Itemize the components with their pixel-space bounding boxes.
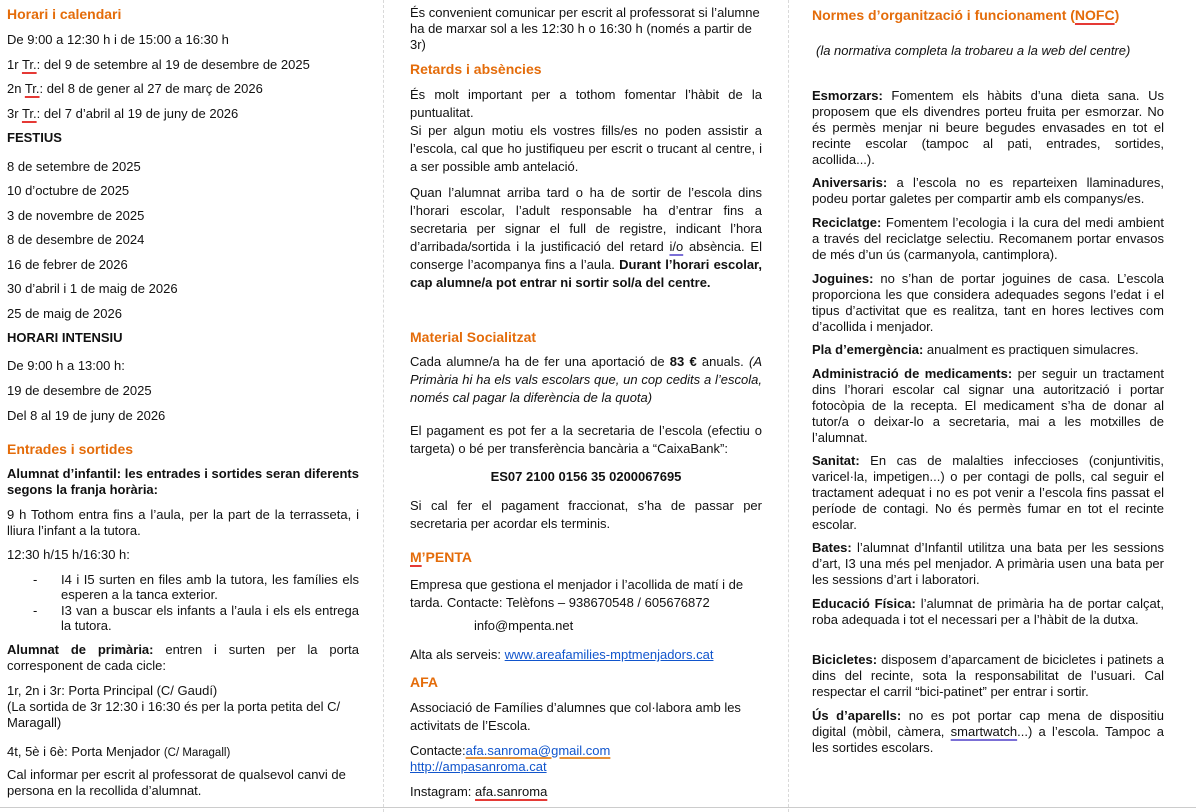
holiday-item: 16 de febrer de 2026: [7, 257, 128, 272]
rule-smocks: Bates: l’alumnat d’Infantil utilitza una bata per les sessions d’art, I3 una més pel menjador. A primària usen una bata per les sessions d’art i laboratori.: [812, 540, 1164, 587]
leave-alone-note: És convenient comunicar per escrit al professorat si l’alumne ha de marxar sol a les 12:30 h o 16:30 h (només a partir de 3r): [410, 5, 760, 52]
rule-recycling: Reciclatge: Fomentem l’ecologia i la cura del medi ambient a través del reciclatge selectiu. Recomanem portar envasos de més d’un ús (carmanyola, cantimplora).: [812, 215, 1164, 262]
rule-devices: Ús d’aparells: no es pot portar cap mena de dispositiu digital (mòbil, càmera, smartwatch...) a l’escola. Tampoc a les sortides escolars.: [812, 708, 1164, 755]
mpenta-description: Empresa que gestiona el menjador i l’acollida de matí i de tarda. Contacte: Telèfons – 938670548 / 605676872: [410, 577, 744, 610]
rule-birthdays: Aniversaris: a l’escola no es reparteixen llaminadures, podeu portar galetes per compartir amb els companys/es.: [812, 175, 1164, 206]
rules-subtitle: (la normativa completa la trobareu a la web del centre): [816, 43, 1131, 58]
mpenta-title: M’PENTA: [410, 549, 472, 565]
term-1: 1r Tr.: del 9 de setembre al 19 de desembre de 2025: [7, 57, 310, 72]
infant-title: Alumnat d’infantil: les entrades i sortides seran diferents segons la franja horària:: [7, 466, 359, 497]
column-schedule: [7, 0, 359, 812]
delays-procedure: Quan l’alumnat arriba tard o ha de sortir de l’escola dins l’horari escolar, l’adult responsable ha d’entrar fins a secretaria per signar el full de registre, indicant l’hora d’arribada/sortida i la justificació del retard i/o absència. El conserge l’acompanya fins a l’aula. Durant l’horari escolar, cap alumne/a pot entrar ni sortir sol/a del centre.: [410, 185, 762, 290]
installments-note: Si cal fer el pagament fraccionat, s’ha de passar per secretaria per acordar els terminis.: [410, 498, 762, 531]
iban: ES07 2100 0156 35 0200067695: [490, 469, 682, 484]
infant-bullet: - I4 i I5 surten en files amb la tutora, les famílies els esperen a la tanca exterior.: [33, 572, 359, 602]
school-hours: De 9:00 a 12:30 h i de 15:00 a 16:30 h: [7, 32, 229, 47]
rule-pe: Educació Física: l’alumnat de primària ha de portar calçat, roba adequada i tot el necessari per a l’hàbit de la dutxa.: [812, 596, 1164, 627]
infant-9h: 9 h Tothom entra fins a l’aula, per la part de la terrasseta, i lliura l’infant a la tutora.: [7, 507, 359, 538]
afa-instagram-handle: afa.sanroma: [475, 784, 548, 799]
afa-description: Associació de Famílies d’alumnes que col·labora amb les activitats de l’Escola.: [410, 700, 741, 733]
column-rules: [812, 0, 1164, 812]
payment-info: El pagament es pot fer a la secretaria de l’escola (efectiu o targeta) o bé per transferència bancària a “CaixaBank”:: [410, 423, 762, 456]
intensive-item: De 9:00 h a 13:00 h:: [7, 358, 125, 373]
door-dining: 4t, 5è i 6è: Porta Menjador (C/ Maragall): [7, 744, 231, 759]
rules-title: Normes d’organització i funcionament (NOFC): [812, 7, 1120, 23]
inform-note: Cal informar per escrit al professorat de qualsevol canvi de persona en la recollida d’alumnat.: [7, 767, 346, 798]
afa-title: AFA: [410, 674, 438, 690]
primary-doors: Alumnat de primària: entren i surten per la porta corresponent de cada cicle:: [7, 642, 359, 673]
page-bottom-border: [0, 807, 1196, 808]
holiday-item: 30 d’abril i 1 de maig de 2026: [7, 281, 178, 296]
rule-health: Sanitat: En cas de malalties infeccioses (conjuntivitis, varicel·la, impetigen...) o per contagi de polls, cal seguir el tractament adequat i no es pot venir a l’escola fins passat el període de contagi. No és permès fumar en tot el recinte escolar.: [812, 453, 1164, 532]
dash-icon: -: [33, 603, 38, 618]
afa-email-link[interactable]: afa.sanroma@gmail.com: [465, 743, 611, 758]
rule-medication: Administració de medicaments: per seguir un tractament dins l’horari escolar cal signar una autorització i portar fotocòpia de la recepta. El medicament s’ha de donar al tutor/a o deixar-lo a secretaria, mai a les motxilles de l’alumnat.: [812, 366, 1164, 445]
intensive-item: Del 8 al 19 de juny de 2026: [7, 408, 166, 423]
holidays-title: FESTIUS: [7, 130, 62, 145]
dash-icon: -: [33, 572, 38, 587]
mpenta-signup: Alta als serveis: www.areafamilies-mptmenjadors.cat: [410, 647, 714, 662]
holiday-item: 8 de desembre de 2024: [7, 232, 145, 247]
infant-bullet: - I3 van a buscar els infants a l’aula i els els entrega la tutora.: [33, 603, 359, 633]
column-attendance: [410, 0, 762, 812]
holiday-item: 8 de setembre de 2025: [7, 159, 141, 174]
schedule-title: Horari i calendari: [7, 6, 122, 22]
rule-emergency: Pla d’emergència: anualment es practiquen simulacres.: [812, 342, 1139, 357]
holiday-item: 10 d’octubre de 2025: [7, 183, 130, 198]
rule-toys: Joguines: no s’han de portar joguines de casa. L’escola proporciona les que considera adequades segons l’edat i el tipus d’activitat que es realitza, tant en hores lectives com d’acollida i menjador.: [812, 271, 1164, 334]
mpenta-signup-link[interactable]: www.areafamilies-mptmenjadors.cat: [504, 647, 714, 662]
material-fee: Cada alumne/a ha de fer una aportació de 83 € anuals. (A Primària hi ha els vals escolars que, un cop cedits a l’escola, només cal pagar la diferència de la quota): [410, 354, 762, 405]
term-2: 2n Tr.: del 8 de gener al 27 de març de 2026: [7, 81, 263, 96]
door-main: 1r, 2n i 3r: Porta Principal (C/ Gaudí) (La sortida de 3r 12:30 i 16:30 és per la porta petita del C/ Maragall): [7, 683, 341, 730]
delays-paragraph: És molt important per a tothom fomentar l’hàbit de la puntualitat. Si per algun motiu els vostres fills/es no poden assistir a l’escola, cal que ho justifiqueu per escrit o trucant al centre, i a ser possible amb antelació.: [410, 87, 762, 174]
rule-bicycles: Bicicletes: disposem d’aparcament de bicicletes i patinets a dins del recinte, sota la responsabilitat de l’usuari. Cal respectar el carril “bici-patinet” per entrar i sortir.: [812, 652, 1164, 699]
afa-contact: Contacte:afa.sanroma@gmail.com http://ampasanroma.cat: [410, 743, 611, 774]
holiday-item: 3 de novembre de 2025: [7, 208, 145, 223]
rule-breakfast: Esmorzars: Fomentem els hàbits d’una dieta sana. Us proposem que els divendres porteu fruita per esmorzar. No és permès menjar ni beure begudes envasades en tot el recinte escolar (tampoc al pati, entrades, sortides, acollida...).: [812, 88, 1164, 167]
term-3: 3r Tr.: del 7 d’abril al 19 de juny de 2026: [7, 106, 239, 121]
afa-web-link[interactable]: http://ampasanroma.cat: [410, 759, 547, 774]
intensive-title: HORARI INTENSIU: [7, 330, 123, 345]
mpenta-email: info@mpenta.net: [474, 618, 574, 633]
delays-title: Retards i absències: [410, 61, 542, 77]
material-title: Material Socialitzat: [410, 329, 537, 345]
afa-instagram: Instagram: afa.sanroma: [410, 784, 548, 799]
infant-times: 12:30 h/15 h/16:30 h:: [7, 547, 130, 562]
holiday-item: 25 de maig de 2026: [7, 306, 122, 321]
intensive-item: 19 de desembre de 2025: [7, 383, 152, 398]
entries-title: Entrades i sortides: [7, 441, 134, 457]
